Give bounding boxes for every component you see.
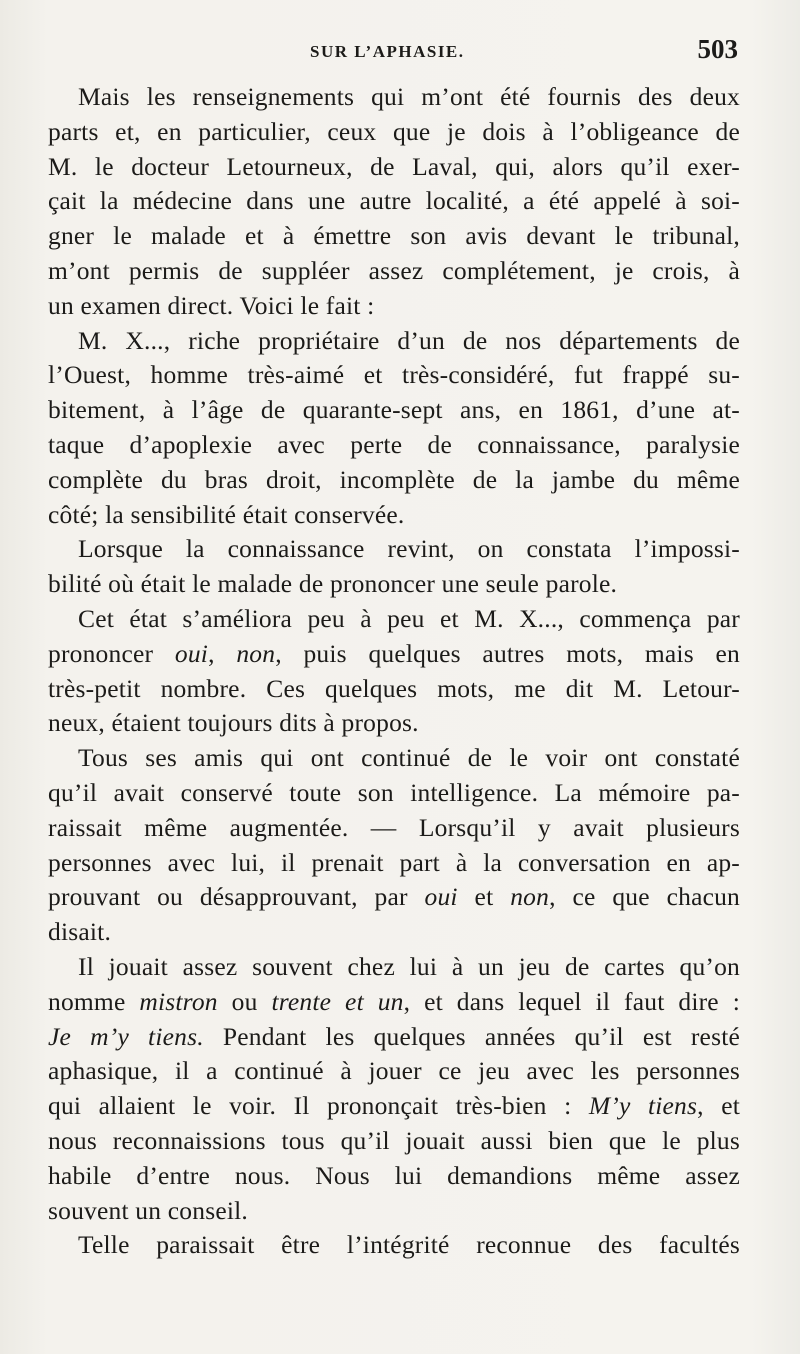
text-line: neux, étaient toujours dits à propos. — [48, 708, 419, 738]
text-line: personnes avec lui, il prenait part à la conversation en ap- — [48, 847, 740, 877]
text-line: Telle paraissait être l’intégrité reconnue des facultés — [78, 1230, 740, 1260]
text-line: raissait même augmentée. — Lorsqu’il y avait plusieurs — [48, 812, 740, 842]
text-line: complète du bras droit, incomplète de la jambe du même — [48, 464, 740, 494]
text-line: Cet état s’améliora peu à peu et M. X..., commença par — [78, 603, 740, 633]
page-number: 503 — [697, 34, 738, 64]
text-line: aphasique, il a continué à jouer ce jeu avec les personnes — [48, 1056, 740, 1086]
text-line: gner le malade et à émettre son avis devant le tribunal, — [48, 221, 740, 251]
text-line: Lorsque la connaissance revint, on constata l’impossi- — [78, 534, 740, 564]
running-head: SUR L’APHASIE. — [310, 42, 465, 61]
text-line: prouvant ou désapprouvant, par oui et non, ce que chacun — [48, 882, 741, 912]
text-line: très-petit nombre. Ces quelques mots, me dit M. Letour- — [48, 673, 740, 703]
text-line: Il jouait assez souvent chez lui à un jeu de cartes qu’on — [78, 951, 740, 981]
text-line: m’ont permis de suppléer assez complétement, je crois, à — [48, 255, 740, 285]
text-line: l’Ouest, homme très-aimé et très-considéré, fut frappé su- — [48, 360, 740, 390]
text-line: Mais les renseignements qui m’ont été fournis des deux — [78, 82, 740, 111]
text-line: côté; la sensibilité était conservée. — [48, 499, 405, 529]
text-line: bitement, à l’âge de quarante-sept ans, en 1861, d’une at- — [48, 395, 740, 425]
text-line: çait la médecine dans une autre localité, a été appelé à soi- — [48, 186, 740, 216]
text-line: M. X..., riche propriétaire d’un de nos départements de — [78, 325, 740, 355]
text-line: qu’il avait conservé toute son intelligence. La mémoire pa- — [48, 777, 740, 807]
text-line: un examen direct. Voici le fait : — [48, 290, 375, 320]
body-text — [48, 80, 740, 1263]
text-line: Tous ses amis qui ont continué de le voir ont constaté — [78, 743, 740, 773]
text-line: qui allaient le voir. Il prononçait très-bien : M’y tiens, et — [48, 1091, 740, 1121]
text-line: M. le docteur Letourneux, de Laval, qui, alors qu’il exer- — [48, 151, 740, 181]
text-line: prononcer oui, non, puis quelques autres mots, mais en — [48, 638, 741, 668]
text-line: bilité où était le malade de prononcer une seule parole. — [48, 569, 618, 599]
text-line: souvent un conseil. — [48, 1195, 248, 1225]
text-line: nous reconnaissions tous qu’il jouait aussi bien que le plus — [48, 1125, 740, 1155]
text-line: nomme mistron ou trente et un, et dans lequel il faut dire : — [48, 986, 740, 1016]
text-line: Je m’y tiens. Pendant les quelques années qu’il est resté — [48, 1021, 740, 1051]
text-line: disait. — [48, 917, 112, 947]
page-header — [48, 34, 740, 74]
text-line: parts et, en particulier, ceux que je dois à l’obligeance de — [48, 116, 740, 146]
text-line: habile d’entre nous. Nous lui demandions même assez — [48, 1160, 740, 1190]
text-line: taque d’apoplexie avec perte de connaissance, paralysie — [48, 429, 740, 459]
